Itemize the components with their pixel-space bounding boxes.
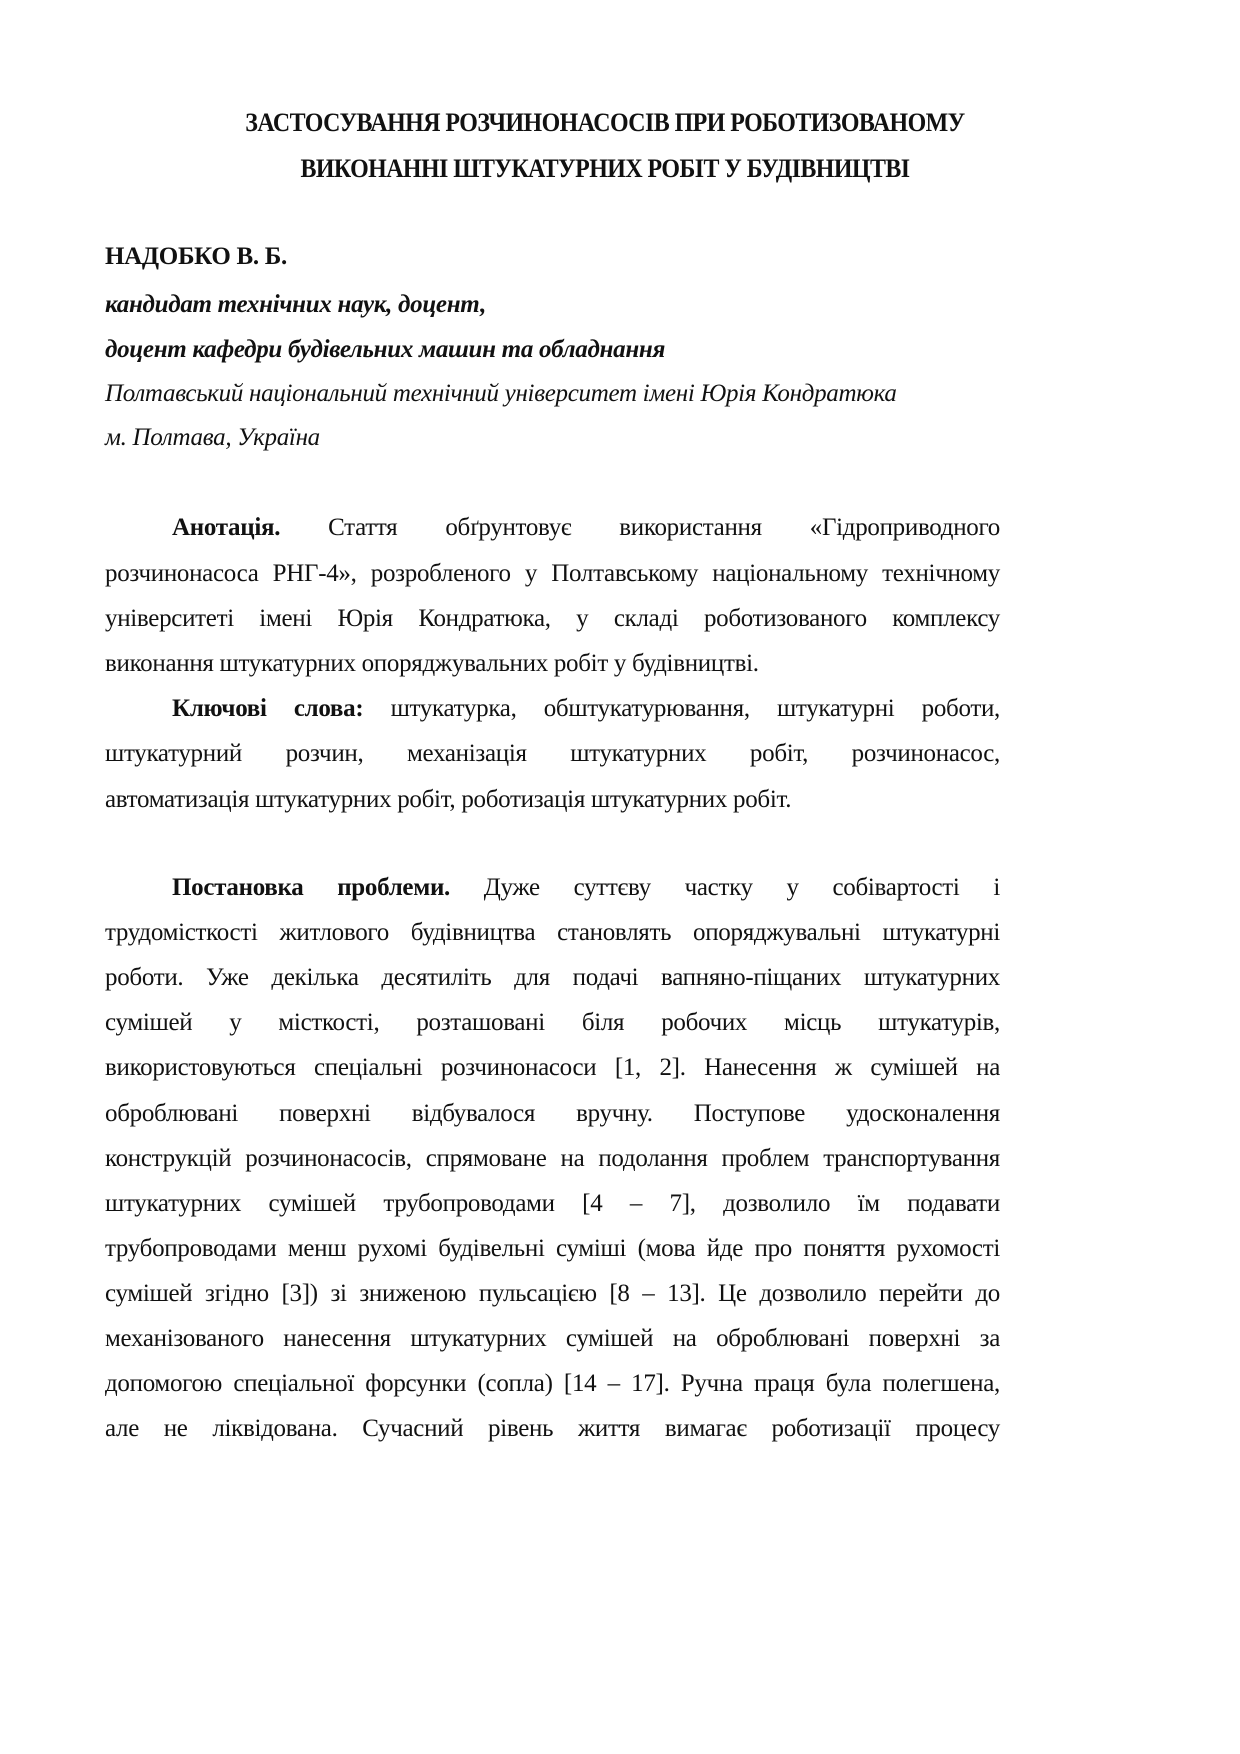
problem-line-8: штукатурних сумішей трубопроводами [4 – 7], дозволило їм подавати (105, 1190, 1000, 1217)
problem-line-1: Постановка проблеми. Дуже суттєву частку у собівартості і (172, 874, 1000, 901)
abstract-line-3: університеті імені Юрія Кондратюка, у складі роботизованого комплексу (105, 605, 1000, 632)
author-position: доцент кафедри будівельних машин та обладнання (105, 336, 666, 363)
paper-title-line-1: ЗАСТОСУВАННЯ РОЗЧИНОНАСОСІВ ПРИ РОБОТИЗОВАНОМУ (245, 108, 965, 137)
author-degree: кандидат технічних наук, доцент, (105, 291, 487, 318)
abstract-line-1: Анотація. Стаття обґрунтовує використання «Гідроприводного (172, 514, 1000, 541)
keywords-line-1: Ключові слова: штукатурка, обштукатурювання, штукатурні роботи, (172, 695, 1000, 722)
keywords-label: Ключові слова: (172, 695, 364, 722)
keywords-line-2: штукатурний розчин, механізація штукатурних робіт, розчинонасос, (105, 740, 1000, 767)
problem-label: Постановка проблеми. (172, 874, 450, 901)
paper-title-line-2: ВИКОНАННІ ШТУКАТУРНИХ РОБІТ У БУДІВНИЦТВІ (300, 154, 910, 183)
problem-line-12: допомогою спеціальної форсунки (сопла) [14 – 17]. Ручна праця була полегшена, (105, 1370, 1000, 1397)
author-institution: Полтавський національний технічний університет імені Юрія Кондратюка (105, 380, 897, 407)
problem-line-5: використовуються спеціальні розчинонасоси [1, 2]. Нанесення ж сумішей на (105, 1054, 1000, 1081)
abstract-line-2: розчинонасоса РНГ-4», розробленого у Полтавському національному технічному (105, 560, 1000, 587)
problem-line-2: трудомісткості житлового будівництва становлять опоряджувальні штукатурні (105, 919, 1000, 946)
problem-line-13: але не ліквідована. Сучасний рівень життя вимагає роботизації процесу (105, 1415, 1000, 1442)
author-city: м. Полтава, Україна (105, 424, 320, 451)
abstract-label: Анотація. (172, 514, 281, 541)
problem-line-10: сумішей згідно [3]) зі зниженою пульсацією [8 – 13]. Це дозволило перейти до (105, 1280, 1000, 1307)
author-name: НАДОБКО В. Б. (105, 243, 287, 270)
problem-line-6: оброблювані поверхні відбувалося вручну. Поступове удосконалення (105, 1100, 1000, 1127)
problem-line-11: механізованого нанесення штукатурних сумішей на оброблювані поверхні за (105, 1325, 1000, 1352)
problem-line-9: трубопроводами менш рухомі будівельні суміші (мова йде про поняття рухомості (105, 1235, 1000, 1262)
abstract-line-4: виконання штукатурних опоряджувальних робіт у будівництві. (105, 650, 759, 677)
problem-line-3: роботи. Уже декілька десятиліть для подачі вапняно-піщаних штукатурних (105, 964, 1000, 991)
problem-line-7: конструкцій розчинонасосів, спрямоване на подолання проблем транспортування (105, 1145, 1000, 1172)
problem-line-4: сумішей у місткості, розташовані біля робочих місць штукатурів, (105, 1009, 1000, 1036)
keywords-line-3: автоматизація штукатурних робіт, роботизація штукатурних робіт. (105, 786, 792, 813)
